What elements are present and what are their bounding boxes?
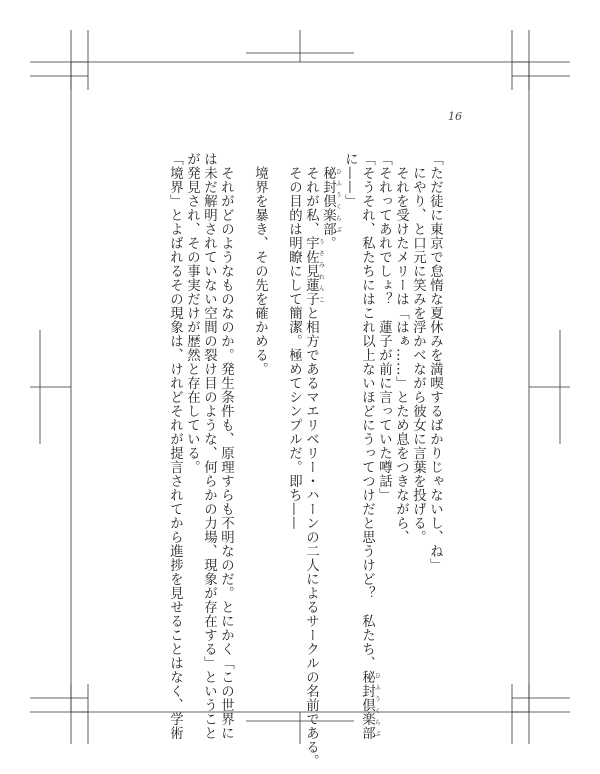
ruby-annotation: 秘封倶楽部 ひふうくらぶ <box>320 166 342 236</box>
text-line-12: 境界を暴き、その先を確かめる。 <box>252 152 268 376</box>
ruby-annotation: 秘封倶楽部 ひふうくらぶ <box>359 670 381 740</box>
text-line-10: その目的は明瞭にして簡潔。極めてシンプルだ。即ち—— <box>286 152 302 530</box>
text-line-17: 「境界」とよばれるその現象は、けれどそれが提言されてから進捗を見せることはなく、学術 <box>167 152 183 740</box>
text-line-6: に——」 <box>342 152 358 208</box>
text-line-3: それを受けたメリーは「はぁ……」とため息をつきながら、 <box>393 152 409 544</box>
page-number: 16 <box>448 110 462 123</box>
text-line-5: 「そうそれ、私たちにはこれ以上ないほどにうってつけだと思うけど？ 私たち、秘封倶楽部 ひふうくらぶ <box>359 152 381 740</box>
text-line-15: は未だ解明されていない空間の裂け目のような、何らかの力場、現象が存在する」ということ <box>201 152 217 740</box>
text-line-1: 「ただ徒に東京で怠惰な夏休みを満喫するばかりじゃないし、ね」 <box>427 152 443 572</box>
text-line-2: にやり、と口元に笑みを浮かべながら彼女に言葉を投げる。 <box>410 152 426 544</box>
text-line-4: 「それってあれでしょ？ 蓮子が前に言っていた噂話」 <box>376 152 392 502</box>
text-line-14: それがどのようなものなのか。発生条件も、原理すらも不明なのだ。とにかく「この世界に <box>218 152 234 740</box>
text-line-8: 秘封倶楽部 ひふうくらぶ。 <box>320 166 342 250</box>
text-line-16: が発見され、その事実だけが歴然と存在している。 <box>184 152 200 474</box>
ruby-annotation: 宇佐見蓮子 うさみれんこ <box>303 236 325 306</box>
text-line-9: それが私、宇佐見蓮子 うさみれんこと相方であるマエリベリー・ハーンの二人によるサークルの名前である。 <box>303 152 325 768</box>
